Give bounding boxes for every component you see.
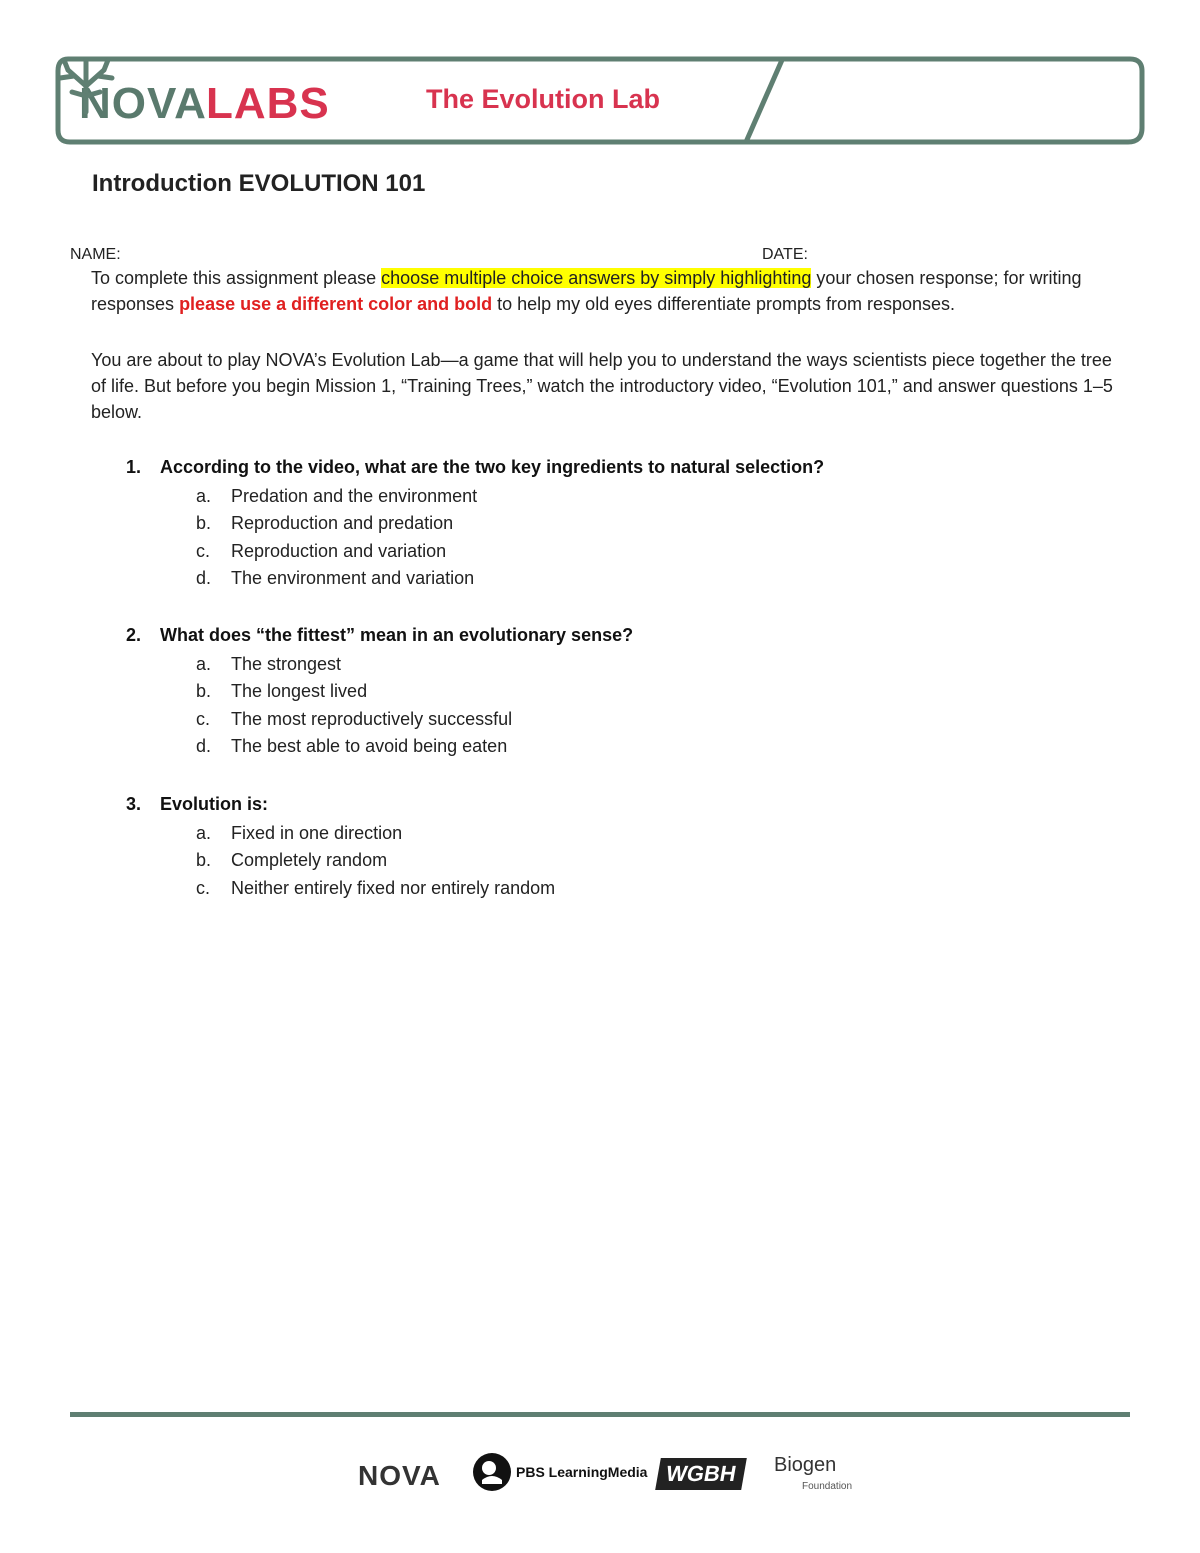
red-bold-instruction: please use a different color and bold [179,294,493,314]
option-letter: a. [196,823,212,843]
option-letter: b. [196,681,212,702]
question-1 [126,454,1126,592]
labs-logo-text: LABS [206,79,330,128]
question-number: 3. [126,794,142,814]
option-text: The environment and variation [231,567,475,588]
question-heading [126,791,1126,817]
option-text: Neither entirely fixed nor entirely random [231,877,556,898]
answer-option[interactable] [126,706,1126,733]
question-heading [126,622,1126,648]
answer-option[interactable] [126,565,1126,592]
option-text: The strongest [231,654,342,674]
biogen-logo: Biogen [774,1454,837,1476]
header-banner [54,56,1146,148]
date-label: DATE: [762,246,808,263]
option-text: Reproduction and variation [231,540,447,561]
answer-option[interactable] [126,651,1126,678]
option-text: Fixed in one direction [231,823,403,843]
answer-option[interactable] [126,847,1126,874]
footer-logos [356,1452,856,1496]
tree-icon [54,56,118,114]
option-text: The most reproductively successful [231,708,513,729]
page-title: Introduction EVOLUTION 101 [92,170,426,197]
option-letter: c. [196,708,211,729]
option-letter: b. [196,850,212,871]
option-letter: a. [196,654,212,674]
question-number: 1. [126,457,142,477]
answer-option[interactable] [126,875,1126,902]
highlighted-instruction: choose multiple choice answers by simply highlighting [381,268,812,288]
biogen-foundation-label: Foundation [802,1481,853,1492]
option-text: Completely random [231,850,388,871]
question-heading [126,454,1126,480]
instructions-text-1: To complete this assignment please [91,268,382,288]
nova-logo-text: NOVA [79,79,207,128]
option-letter: d. [196,735,212,756]
question-text: Evolution is: [160,794,268,814]
nova-footer-logo: NOVA [358,1460,441,1491]
answer-option[interactable] [126,483,1126,510]
question-2 [126,622,1126,760]
option-letter: c. [196,877,211,898]
option-text: The longest lived [231,681,368,702]
question-text: According to the video, what are the two key ingredients to natural selection? [160,457,825,477]
answer-option[interactable] [126,820,1126,847]
name-label: NAME: [70,246,121,263]
answer-option[interactable] [126,733,1126,760]
lab-title: The Evolution Lab [426,84,660,114]
instructions-text-2: your chosen response; for writing responses [91,268,1082,314]
option-letter: c. [196,540,211,561]
pbs-head-icon [472,1452,512,1492]
instructions-paragraph [91,265,1131,317]
answer-option[interactable] [126,678,1126,705]
answer-option[interactable] [126,510,1126,537]
option-text: The best able to avoid being eaten [231,735,508,756]
footer-divider [70,1412,1130,1417]
answer-option[interactable] [126,538,1126,565]
question-3 [126,791,1126,902]
question-number: 2. [126,625,142,645]
option-letter: d. [196,567,212,588]
instructions-text-3: to help my old eyes differentiate prompts from responses. [492,294,956,314]
wgbh-logo: WGBH [655,1458,747,1490]
option-letter: a. [196,486,212,506]
option-letter: b. [196,513,212,534]
option-text: Predation and the environment [231,486,478,506]
intro-paragraph: You are about to play NOVA’s Evolution Lab—a game that will help you to understand the ways scientists piece together the tree of life. But before you begin Mission 1, “Training Trees,” watch the introductory video, “Evolution 101,” and answer questions 1–5 below. [91,350,1113,422]
option-text: Reproduction and predation [231,513,454,534]
question-text: What does “the fittest” mean in an evolutionary sense? [160,625,634,645]
pbs-learningmedia-logo: PBS LearningMedia [516,1464,648,1480]
